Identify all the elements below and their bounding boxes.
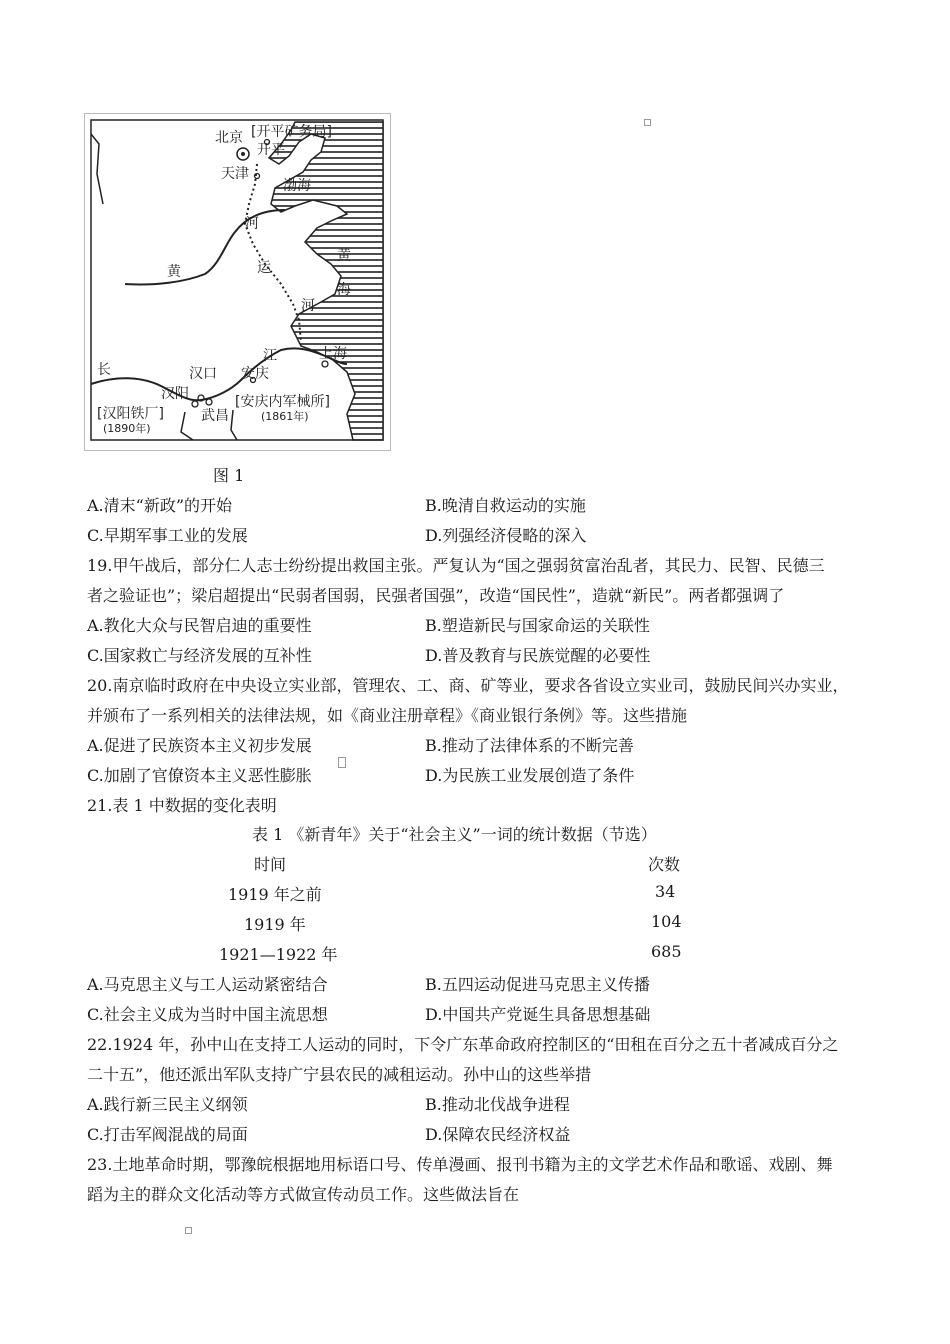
label-jiang: 江	[263, 348, 277, 364]
q23-stem-line1: 23.土地革命时期，鄂豫皖根据地用标语口号、传单漫画、报刊书籍为主的文学艺术作品和歌谣、戏剧、舞	[87, 1155, 833, 1174]
q18-option-b[interactable]: B.晚清自救运动的实施	[425, 496, 586, 515]
q19-option-a[interactable]: A.教化大众与民智启迪的重要性	[87, 616, 312, 635]
q22-option-d[interactable]: D.保障农民经济权益	[425, 1125, 571, 1144]
label-tianjin: 天津	[221, 166, 249, 182]
table-cell-count: 34	[655, 882, 676, 901]
q21-option-c[interactable]: C.社会主义成为当时中国主流思想	[87, 1005, 328, 1024]
label-he-1: 河	[245, 216, 259, 232]
q20-option-a[interactable]: A.促进了民族资本主义初步发展	[87, 736, 312, 755]
table-cell-time: 1921—1922 年	[219, 945, 338, 964]
label-year-1890: (1890年)	[103, 422, 151, 435]
table-cell-count: 104	[651, 912, 682, 931]
q20-option-c[interactable]: C.加剧了官僚资本主义恶性膨胀	[87, 766, 312, 785]
q20-stem-line1: 20.南京临时政府在中央设立实业部，管理农、工、商、矿等业，要求各省设立实业司，鼓励民间兴办实业，	[87, 676, 849, 695]
q19-stem-line1: 19.甲午战后，部分仁人志士纷纷提出救国主张。严复认为“国之强弱贫富治乱者，其民力、民智、民德三	[87, 556, 825, 575]
q23-stem-line2: 蹈为主的群众文化活动等方式做宣传动员工作。这些做法旨在	[87, 1185, 520, 1204]
q22-stem-line1: 22.1924 年，孙中山在支持工人运动的同时，下令广东革命政府控制区的“田租在百分之五十者减成百分之	[87, 1035, 839, 1054]
label-kaiping: 开平	[257, 142, 285, 158]
q20-stem-line2: 并颁布了一系列相关的法律法规，如《商业注册章程》《商业银行条例》等。这些措施	[87, 706, 688, 725]
label-anqing-arsenal: [安庆内军械所]	[235, 394, 330, 410]
q20-option-d[interactable]: D.为民族工业发展创造了条件	[425, 766, 635, 785]
map-drawing	[85, 114, 390, 450]
table-header-count: 次数	[648, 855, 681, 874]
label-he-2: 河	[301, 298, 315, 314]
q18-option-a[interactable]: A.清末“新政”的开始	[87, 496, 233, 515]
q21-stem: 21.表 1 中数据的变化表明	[87, 796, 277, 815]
label-year-1861: (1861年)	[261, 410, 309, 423]
label-bohai: 渤海	[283, 178, 311, 194]
q20-option-b[interactable]: B.推动了法律体系的不断完善	[425, 736, 634, 755]
label-huang-sea: 黄	[337, 248, 351, 264]
q19-option-d[interactable]: D.普及教育与民族觉醒的必要性	[425, 646, 651, 665]
label-hai-sea: 海	[337, 282, 351, 298]
q22-option-c[interactable]: C.打击军阀混战的局面	[87, 1125, 248, 1144]
label-hankou: 汉口	[189, 366, 217, 382]
label-chang: 长	[97, 362, 111, 378]
label-hanyang-iron: [汉阳铁厂]	[97, 406, 164, 422]
q22-stem-line2: 二十五”，他还派出军队支持广宁县农民的减租运动。孙中山的这些举措	[87, 1065, 592, 1084]
map-figure	[84, 113, 391, 451]
table-cell-time: 1919 年	[244, 915, 306, 934]
artifact-mark	[644, 119, 651, 126]
q21-option-b[interactable]: B.五四运动促进马克思主义传播	[425, 975, 650, 994]
q21-option-d[interactable]: D.中国共产党诞生具备思想基础	[425, 1005, 651, 1024]
q19-option-c[interactable]: C.国家救亡与经济发展的互补性	[87, 646, 312, 665]
table-header-time: 时间	[254, 855, 287, 874]
q19-option-b[interactable]: B.塑造新民与国家命运的关联性	[425, 616, 650, 635]
figure-caption: 图 1	[213, 466, 245, 485]
table-cell-time: 1919 年之前	[228, 885, 322, 904]
artifact-mark	[338, 757, 346, 768]
q22-option-a[interactable]: A.践行新三民主义纲领	[87, 1095, 248, 1114]
label-huang-land: 黄	[167, 264, 181, 280]
label-beijing: 北京	[215, 130, 243, 146]
label-shanghai: 上海	[319, 346, 347, 362]
label-yun: 运	[257, 260, 271, 276]
q22-option-b[interactable]: B.推动北伐战争进程	[425, 1095, 570, 1114]
table-title: 表 1 《新青年》关于“社会主义”一词的统计数据（节选）	[252, 825, 657, 844]
q21-option-a[interactable]: A.马克思主义与工人运动紧密结合	[87, 975, 328, 994]
q18-option-d[interactable]: D.列强经济侵略的深入	[425, 526, 587, 545]
table-cell-count: 685	[651, 942, 682, 961]
q19-stem-line2: 者之验证也”；梁启超提出“民弱者国弱，民强者国强”，改造“国民性”，造就“新民”。两者都强调了	[87, 586, 785, 605]
artifact-mark	[185, 1227, 192, 1234]
q18-option-c[interactable]: C.早期军事工业的发展	[87, 526, 248, 545]
label-kaiping-bureau: [开平矿务局]	[251, 124, 332, 140]
label-anqing: 安庆	[241, 366, 269, 382]
label-wuchang: 武昌	[201, 408, 229, 424]
label-hanyang: 汉阳	[161, 386, 189, 402]
